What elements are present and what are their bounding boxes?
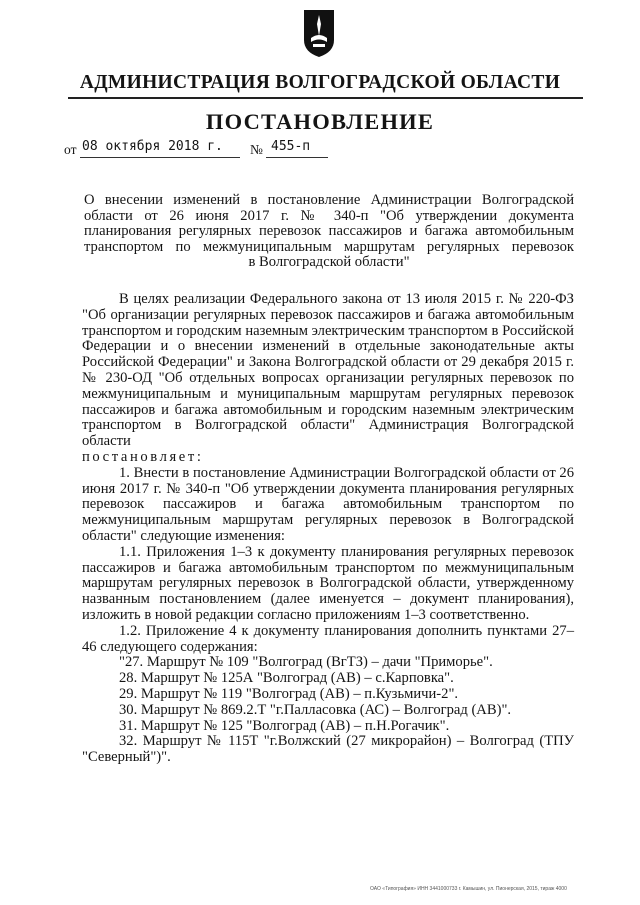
- header-divider: [68, 97, 583, 99]
- route-item: "27. Маршрут № 109 "Волгоград (ВгТЗ) – дачи "Приморье".: [119, 654, 493, 671]
- subject-line: в Волгоградской области": [248, 254, 410, 270]
- route-item: 32. Маршрут № 115Т "г.Волжский (27 микрорайон) – Волгоград (ТПУ "Северный")".: [82, 733, 574, 766]
- subject-line: планирования регулярных перевозок пассажиров и багажа автомобильным: [84, 223, 574, 239]
- route-item: 29. Маршрут № 119 "Волгоград (АВ) – п.Кузьмичи-2".: [119, 685, 459, 702]
- item-1-2-paragraph: 1.2. Приложение 4 к документу планирования дополнить пунктами 27–46 следующего содержания:: [82, 622, 574, 655]
- number-underline: [266, 157, 328, 158]
- document-body: [82, 292, 574, 766]
- route-item: 31. Маршрут № 125 "Волгоград (АВ) – п.Н.Рогачик".: [119, 717, 450, 734]
- preamble-paragraph: В целях реализации Федерального закона от 13 июля 2015 г. № 220-ФЗ "Об организации регулярных перевозок пассажиров и багажа автомобильным транспортом и городским наземным электрическим транспортом в Российской Федерации и о внесении изменений в отдельные законодательные акты Российской Федерации" и Закона Волгоградской области от 29 декабря 2015 г. № 230-ОД "Об отдельных вопросах организации регулярных перевозок по межмуниципальным и муниципальным маршрутам регулярных перевозок пассажиров и багажа автомобильным и городским наземным электрическим транспортом в Волгоградской области" Администрация Волгоградской области: [82, 291, 574, 450]
- coat-of-arms-emblem: [302, 8, 336, 58]
- route-item: 30. Маршрут № 869.2.Т "г.Палласовка (АС) – Волгоград (АВ)".: [119, 701, 512, 718]
- date-label: от: [64, 142, 77, 157]
- document-type-title: ПОСТАНОВЛЕНИЕ: [205, 109, 435, 134]
- item-1-1-paragraph: 1.1. Приложения 1–3 к документу планирования регулярных перевозок пассажиров и багажа автомобильным транспортом по межмуниципальным маршрутам регулярных перевозок в Волгоградской области, утвержденному названным постановлением (далее именуется – документ планирования), изложить в новой редакции согласно приложениям 1–3 соответственно.: [82, 543, 574, 623]
- number-label: №: [250, 142, 263, 157]
- resolves-word: постановляет:: [82, 448, 204, 465]
- route-item: 28. Маршрут № 125А "Волгоград (АВ) – с.Карповка".: [119, 670, 454, 687]
- item-1-paragraph: 1. Внести в постановление Администрации Волгоградской области от 26 июня 2017 г. № 340-п "Об утверждении документа планирования регулярных перевозок пассажиров и багажа автомобильным транспортом по межмуниципальным маршрутам регулярных перевозок в Волгоградской области" следующие изменения:: [82, 464, 574, 544]
- date-underline: [80, 157, 240, 158]
- document-date: 08 октября 2018 г.: [82, 139, 223, 154]
- subject-line: транспортом по межмуниципальным маршрутам регулярных перевозок: [84, 238, 574, 255]
- subject-line: области от 26 июня 2017 г. № 340-п "Об утверждении документа: [84, 207, 574, 224]
- printer-footer: ОАО «Типография» ИНН 3441000733 г. Камышин, ул. Пионерская, 2015, тираж 4000: [370, 886, 567, 892]
- document-number: 455-п: [271, 139, 311, 154]
- organization-name: АДМИНИСТРАЦИЯ ВОЛГОГРАДСКОЙ ОБЛАСТИ: [79, 72, 561, 93]
- subject-line: О внесении изменений в постановление Администрации Волгоградской: [84, 192, 574, 208]
- document-subject: [84, 193, 574, 271]
